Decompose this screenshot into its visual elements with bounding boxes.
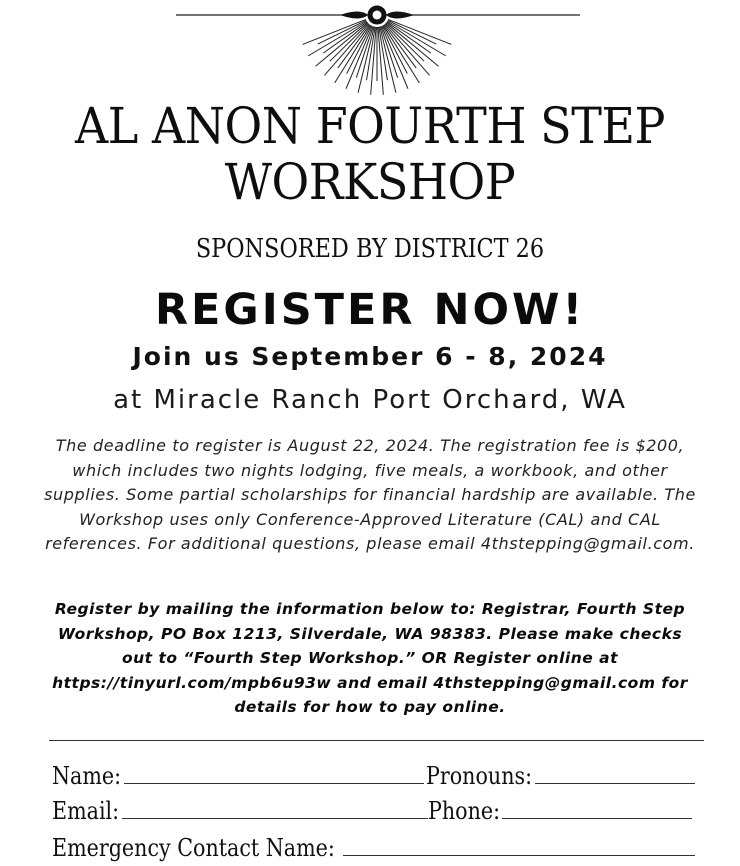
event-location: at Miracle Ranch Port Orchard, WA: [113, 385, 627, 415]
form-row-email: [52, 792, 702, 828]
form-row-emergency: [52, 829, 702, 865]
phone-input-line[interactable]: [502, 792, 692, 819]
event-dates: Join us September 6 - 8, 2024: [132, 342, 608, 371]
email-input-line[interactable]: [122, 792, 428, 819]
register-now-heading: REGISTER NOW!: [154, 285, 586, 335]
emergency-contact-label: Emergency Contact Name:: [52, 834, 335, 862]
sponsor-subtitle: SPONSORED BY DISTRICT 26: [195, 234, 545, 264]
name-label: Name:: [52, 762, 122, 790]
pronouns-field[interactable]: [426, 757, 695, 794]
title-line-1: AL ANON FOURTH STEP: [74, 97, 666, 155]
email-label: Email:: [52, 797, 120, 825]
name-input-line[interactable]: [124, 757, 424, 784]
email-field[interactable]: [52, 792, 428, 829]
sunburst-ray: [383, 25, 419, 83]
form-row-name: [52, 757, 702, 793]
section-divider: [49, 740, 704, 741]
emergency-contact-field[interactable]: [52, 829, 695, 866]
phone-field[interactable]: [428, 792, 692, 829]
name-field[interactable]: [52, 757, 424, 794]
phone-label: Phone:: [428, 797, 501, 825]
page-title: [30, 98, 711, 210]
registration-details-paragraph: The deadline to register is August 22, 2024. The registration fee is $200, which includes two nights lodging, five meals, a workbook, and other supplies. Some partial scholarships for financial hardship are available. The Workshop uses only Conference-Approved Literature (CAL) and CAL references. For additional questions, please email 4thstepping@gmail.com.: [44, 436, 696, 553]
title-line-2: WORKSHOP: [224, 153, 516, 211]
sunburst-ornament-icon: [0, 0, 740, 100]
emergency-contact-input-line[interactable]: [343, 829, 695, 856]
mailing-instructions-paragraph: Register by mailing the information below to: Registrar, Fourth Step Workshop, PO Box 1213, Silverdale, WA 98383. Please make checks out to “Fourth Step Workshop.” OR Register online at https://tinyurl.com/mpb6u93w and email 4thstepping@gmail.com for details for how to pay online.: [52, 600, 688, 716]
pronouns-label: Pronouns:: [426, 762, 533, 790]
pronouns-input-line[interactable]: [535, 757, 695, 784]
sunburst-ray: [335, 25, 371, 83]
